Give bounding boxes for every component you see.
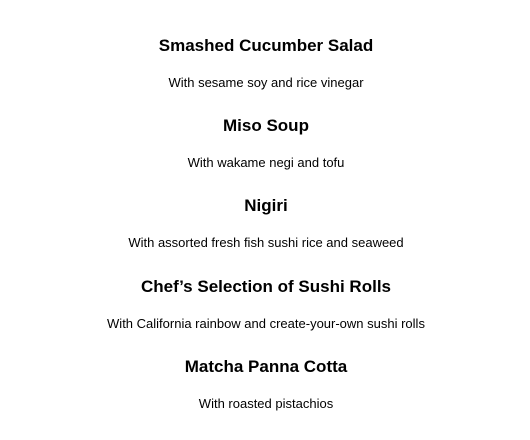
menu-course xyxy=(0,196,530,251)
course-title: Chef’s Selection of Sushi Rolls xyxy=(141,277,391,296)
course-description: With California rainbow and create-your-own sushi rolls xyxy=(107,316,425,331)
course-title: Nigiri xyxy=(244,196,288,215)
menu-course xyxy=(0,116,530,171)
course-description: With roasted pistachios xyxy=(198,396,334,411)
course-description: With assorted fresh fish sushi rice and seaweed xyxy=(128,235,404,250)
course-title: Miso Soup xyxy=(223,116,309,135)
menu-course xyxy=(0,36,530,91)
menu-course xyxy=(0,357,530,412)
course-title: Matcha Panna Cotta xyxy=(184,357,348,376)
course-description: With wakame negi and tofu xyxy=(187,155,345,170)
course-title: Smashed Cucumber Salad xyxy=(158,36,374,55)
menu-course xyxy=(0,277,530,332)
course-description: With sesame soy and rice vinegar xyxy=(168,75,364,90)
